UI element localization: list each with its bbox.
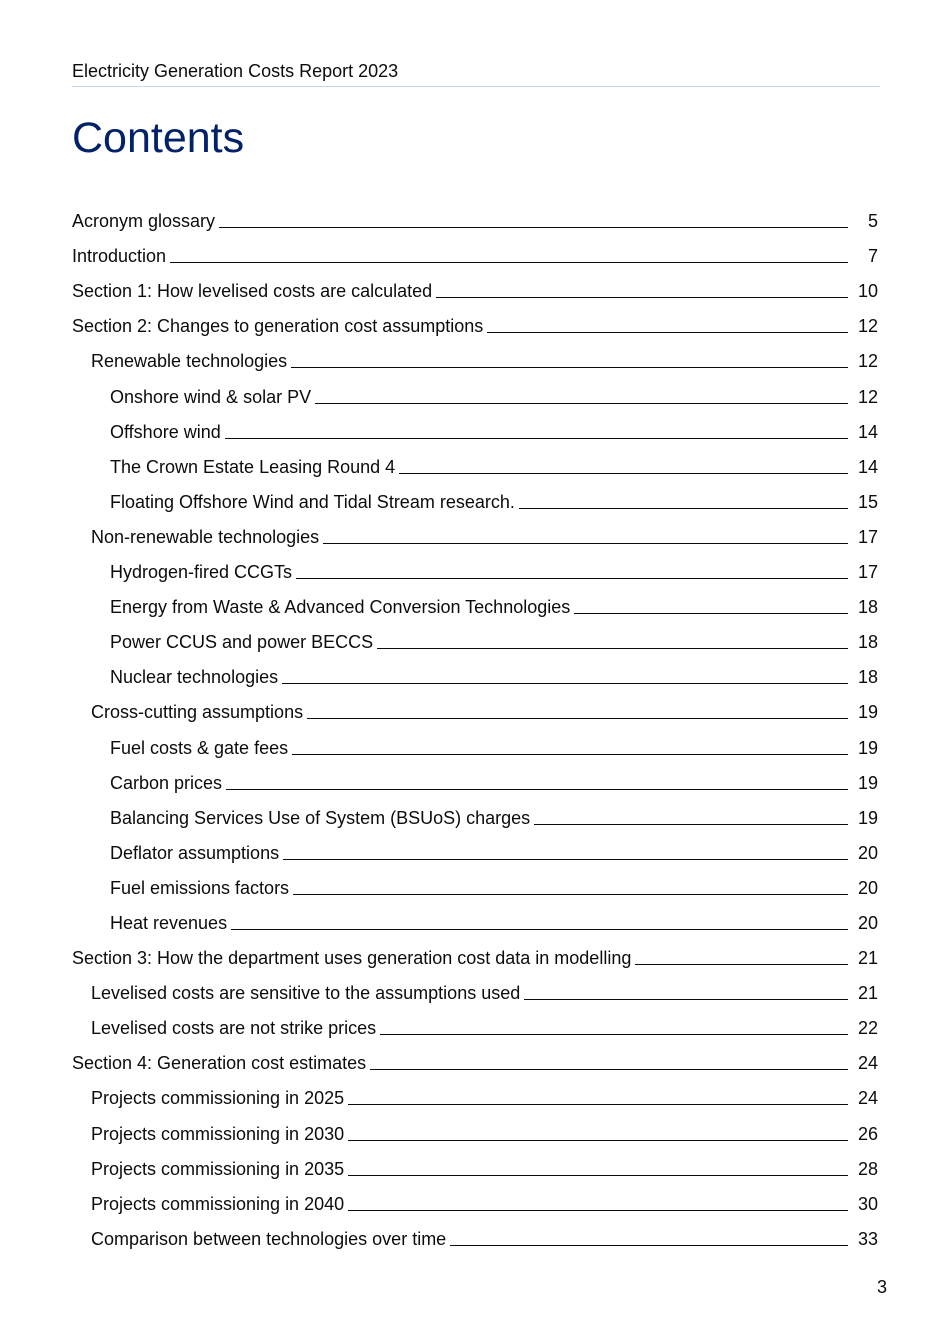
toc-entry-page[interactable]: 7 <box>867 246 878 267</box>
toc-entry-label[interactable]: Deflator assumptions <box>110 842 280 863</box>
page-number: 3 <box>876 1277 887 1297</box>
toc-leader-line <box>635 963 848 965</box>
toc-entry-page[interactable]: 12 <box>857 316 878 337</box>
toc-leader-line <box>292 753 848 755</box>
toc-entry[interactable] <box>72 1109 878 1144</box>
toc-entry[interactable] <box>72 548 878 583</box>
toc-entry-label[interactable]: Energy from Waste & Advanced Conversion Technologies <box>110 597 571 618</box>
toc-entry-label[interactable]: Comparison between technologies over time <box>91 1228 447 1249</box>
toc-entry-page[interactable]: 21 <box>857 983 878 1004</box>
toc-entry[interactable] <box>72 759 878 794</box>
toc-leader-line <box>170 261 848 263</box>
toc-entry-label[interactable]: Non-renewable technologies <box>91 526 320 547</box>
toc-leader-line <box>296 577 848 579</box>
toc-entry-page[interactable]: 17 <box>857 562 878 583</box>
toc-leader-line <box>487 331 848 333</box>
toc-entry-page[interactable]: 22 <box>857 1018 878 1039</box>
toc-leader-line <box>283 858 848 860</box>
toc-entry-page[interactable]: 20 <box>857 842 878 863</box>
toc-entry[interactable] <box>72 1004 878 1039</box>
toc-leader-line <box>348 1103 848 1105</box>
toc-entry[interactable] <box>72 1039 878 1074</box>
toc-leader-line <box>399 472 848 474</box>
toc-entry-label[interactable]: Introduction <box>72 246 167 267</box>
toc-entry-label[interactable]: Carbon prices <box>110 772 223 793</box>
toc-entry-label[interactable]: Floating Offshore Wind and Tidal Stream research. <box>110 491 515 512</box>
toc-entry-label[interactable]: Onshore wind & solar PV <box>110 386 312 407</box>
toc-entry[interactable] <box>72 372 878 407</box>
toc-entry-label[interactable]: Renewable technologies <box>91 351 288 372</box>
toc-entry-page[interactable]: 19 <box>857 702 878 723</box>
toc-entry-page[interactable]: 33 <box>857 1228 878 1249</box>
toc-entry-page[interactable]: 20 <box>857 877 878 898</box>
toc-entry[interactable] <box>72 723 878 758</box>
toc-entry-page[interactable]: 20 <box>857 912 878 933</box>
toc-entry-label[interactable]: Levelised costs are not strike prices <box>91 1018 377 1039</box>
toc-entry[interactable] <box>72 583 878 618</box>
toc-entry[interactable] <box>72 829 878 864</box>
toc-entry-label[interactable]: Heat revenues <box>110 912 228 933</box>
toc-entry-page[interactable]: 18 <box>857 667 878 688</box>
toc-entry-label[interactable]: Offshore wind <box>110 421 221 442</box>
toc-entry-page[interactable]: 15 <box>857 491 878 512</box>
toc-entry[interactable] <box>72 197 878 232</box>
toc-entry[interactable] <box>72 1074 878 1109</box>
toc-entry-label[interactable]: Section 1: How levelised costs are calculated <box>72 281 433 302</box>
toc-leader-line <box>574 612 848 614</box>
toc-entry[interactable] <box>72 337 878 372</box>
toc-entry[interactable] <box>72 232 878 267</box>
toc-leader-line <box>226 788 848 790</box>
page-title: Contents <box>72 114 245 162</box>
toc-leader-line <box>323 542 848 544</box>
toc-entry-page[interactable]: 19 <box>857 737 878 758</box>
toc-entry-label[interactable]: Fuel emissions factors <box>110 877 290 898</box>
toc-entry-label[interactable]: Levelised costs are sensitive to the assumptions used <box>91 983 521 1004</box>
toc-leader-line <box>219 226 848 228</box>
toc-entry-page[interactable]: 12 <box>857 386 878 407</box>
toc-entry-label[interactable]: Nuclear technologies <box>110 667 279 688</box>
toc-entry-page[interactable]: 24 <box>857 1053 878 1074</box>
toc-leader-line <box>225 437 848 439</box>
toc-leader-line <box>348 1209 848 1211</box>
toc-leader-line <box>291 366 848 368</box>
toc-entry-page[interactable]: 24 <box>857 1088 878 1109</box>
toc-leader-line <box>315 402 848 404</box>
toc-entry[interactable] <box>72 1145 878 1180</box>
toc-entry-label[interactable]: Power CCUS and power BECCS <box>110 632 374 653</box>
toc-leader-line <box>231 928 848 930</box>
toc-entry-page[interactable]: 10 <box>857 281 878 302</box>
toc-entry-page[interactable]: 18 <box>857 597 878 618</box>
toc-entry[interactable] <box>72 688 878 723</box>
toc-entry-label[interactable]: Projects commissioning in 2025 <box>91 1088 345 1109</box>
toc-entry-label[interactable]: Section 4: Generation cost estimates <box>72 1053 367 1074</box>
toc-entry-label[interactable]: Balancing Services Use of System (BSUoS) charges <box>110 807 531 828</box>
toc-leader-line <box>380 1033 848 1035</box>
toc-entry-label[interactable]: Section 2: Changes to generation cost assumptions <box>72 316 484 337</box>
toc-entry-label[interactable]: Fuel costs & gate fees <box>110 737 289 758</box>
toc-entry[interactable] <box>72 408 878 443</box>
toc-entry-page[interactable]: 28 <box>857 1158 878 1179</box>
toc-entry[interactable] <box>72 1180 878 1215</box>
toc-entry-page[interactable]: 30 <box>857 1193 878 1214</box>
running-header: Electricity Generation Costs Report 2023 <box>72 60 880 87</box>
toc-entry[interactable] <box>72 864 878 899</box>
toc-leader-line <box>370 1068 848 1070</box>
toc-leader-line <box>436 296 848 298</box>
toc-entry-page[interactable]: 18 <box>857 632 878 653</box>
toc-entry-label[interactable]: Projects commissioning in 2030 <box>91 1123 345 1144</box>
toc-entry-label[interactable]: Acronym glossary <box>72 211 216 232</box>
toc-entry-label[interactable]: Cross-cutting assumptions <box>91 702 304 723</box>
toc-entry-page[interactable]: 12 <box>857 351 878 372</box>
toc-leader-line <box>307 717 848 719</box>
toc-leader-line <box>348 1139 848 1141</box>
toc-entry[interactable] <box>72 1215 878 1250</box>
toc-leader-line <box>534 823 848 825</box>
toc-entry-page[interactable]: 19 <box>857 807 878 828</box>
toc-entry-label[interactable]: Projects commissioning in 2040 <box>91 1193 345 1214</box>
toc-entry[interactable] <box>72 934 878 969</box>
toc-entry-label[interactable]: Section 3: How the department uses generation cost data in modelling <box>72 948 632 969</box>
toc-leader-line <box>377 647 848 649</box>
toc-entry-page[interactable]: 14 <box>857 421 878 442</box>
toc-leader-line <box>524 998 848 1000</box>
table-of-contents <box>72 197 878 1250</box>
toc-entry[interactable] <box>72 478 878 513</box>
toc-entry[interactable] <box>72 794 878 829</box>
toc-entry[interactable] <box>72 653 878 688</box>
toc-leader-line <box>348 1174 848 1176</box>
toc-entry-page[interactable]: 26 <box>857 1123 878 1144</box>
toc-entry[interactable] <box>72 969 878 1004</box>
toc-entry[interactable] <box>72 267 878 302</box>
toc-entry[interactable] <box>72 443 878 478</box>
toc-leader-line <box>293 893 848 895</box>
toc-entry-page[interactable]: 14 <box>857 456 878 477</box>
toc-entry-label[interactable]: Hydrogen-fired CCGTs <box>110 562 293 583</box>
toc-leader-line <box>450 1244 848 1246</box>
toc-entry[interactable] <box>72 618 878 653</box>
toc-entry[interactable] <box>72 302 878 337</box>
toc-entry[interactable] <box>72 513 878 548</box>
toc-entry-page[interactable]: 5 <box>867 211 878 232</box>
toc-entry-page[interactable]: 21 <box>857 948 878 969</box>
toc-entry[interactable] <box>72 899 878 934</box>
toc-entry-label[interactable]: The Crown Estate Leasing Round 4 <box>110 456 396 477</box>
toc-entry-page[interactable]: 19 <box>857 772 878 793</box>
toc-leader-line <box>282 682 848 684</box>
toc-entry-label[interactable]: Projects commissioning in 2035 <box>91 1158 345 1179</box>
toc-leader-line <box>519 507 848 509</box>
toc-entry-page[interactable]: 17 <box>857 526 878 547</box>
